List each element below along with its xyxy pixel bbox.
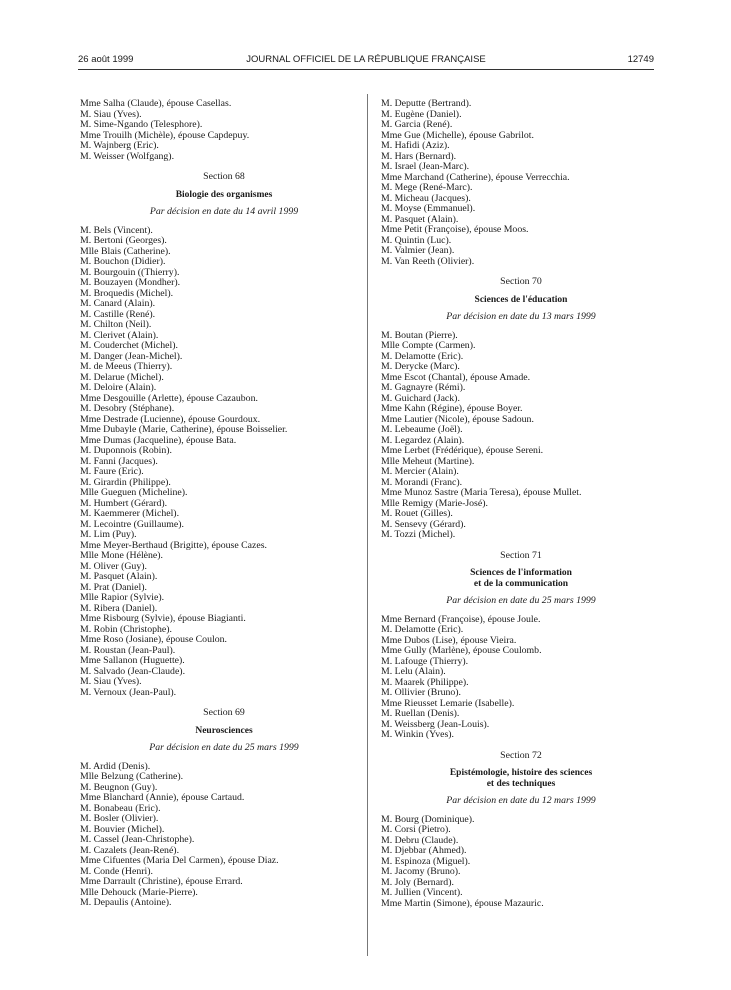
- list-item: M. Maarek (Philippe).: [381, 676, 469, 688]
- section-71-list: [381, 615, 661, 741]
- section-number: Section 72: [500, 749, 542, 761]
- section-title: [381, 568, 661, 589]
- list-item: M. Micheau (Jacques).: [381, 192, 471, 204]
- list-item: Mlle Compte (Carmen).: [381, 340, 476, 351]
- list-item: M. Tozzi (Michel).: [381, 529, 456, 540]
- section-title: Sciences de l'éducation: [474, 294, 568, 305]
- list-item: Mlle Blais (Catherine).: [80, 245, 171, 257]
- list-item: M. Cassel (Jean-Christophe).: [80, 834, 195, 845]
- list-item: M. Siau (Yves).: [80, 108, 142, 120]
- list-item: M. Siau (Yves).: [80, 676, 142, 687]
- section-72-heading: [381, 751, 661, 807]
- section-title-line: Sciences de l'information: [470, 568, 572, 578]
- list-item: M. Weissberg (Jean-Louis).: [381, 718, 490, 730]
- section-number: Section 69: [203, 707, 245, 718]
- right-column: [381, 99, 661, 909]
- journal-title: JOURNAL OFFICIEL DE LA RÉPUBLIQUE FRANÇAISE: [246, 54, 486, 65]
- list-item: Mme Roso (Josiane), épouse Coulon.: [80, 634, 227, 645]
- list-item: M. Joly (Bernard).: [381, 876, 454, 888]
- list-item: M. Duponnois (Robin).: [80, 445, 172, 456]
- list-item: Mlle Rapior (Sylvie).: [80, 592, 165, 603]
- list-item: M. Weisser (Wolfgang).: [80, 150, 175, 162]
- list-item: M. Quintin (Luc).: [381, 234, 452, 246]
- list-item: M. Legardez (Alain).: [381, 434, 465, 446]
- list-item: M. Jullien (Vincent).: [381, 887, 463, 898]
- section-70-heading: [381, 277, 661, 323]
- page-header: [78, 54, 654, 68]
- list-item: M. Mercier (Alain).: [381, 466, 459, 477]
- list-item: M. Bonabeau (Eric).: [80, 802, 161, 814]
- section-title-line: et des techniques: [486, 778, 556, 789]
- list-item: M. Canard (Alain).: [80, 298, 156, 309]
- list-item: M. Cazalets (Jean-René).: [80, 844, 180, 856]
- list-item: Mme Marchand (Catherine), épouse Verrecchia.: [381, 171, 570, 183]
- list-item: M. Danger (Jean-Michel).: [80, 350, 183, 362]
- left-column: [80, 99, 368, 909]
- list-item: M. Depaulis (Antoine).: [80, 897, 172, 908]
- list-item: Mme Escot (Chantal), épouse Amade.: [381, 371, 531, 383]
- list-item: M. Humbert (Gérard).: [80, 497, 168, 509]
- decision-date: Par décision en date du 12 mars 1999: [446, 795, 596, 806]
- list-item: M. Bosler (Olivier).: [80, 813, 159, 824]
- section-title: Neurosciences: [195, 725, 253, 736]
- list-item: M. Pasquet (Alain).: [80, 571, 158, 582]
- intro-list: [381, 99, 661, 267]
- list-item: Mme Dubayle (Marie, Catherine), épouse Boisselier.: [80, 424, 288, 435]
- list-item: M. Jacomy (Bruno).: [381, 866, 461, 877]
- list-item: M. Hars (Bernard).: [381, 150, 457, 162]
- list-item: M. Lebeaume (Joël).: [381, 424, 463, 435]
- list-item: M. Chilton (Neil).: [80, 319, 152, 330]
- list-item: M. Robin (Christophe).: [80, 623, 172, 635]
- list-item: M. Delarue (Michel).: [80, 371, 164, 383]
- list-item: Mlle Meheut (Martine).: [381, 455, 475, 467]
- list-item: Mme Gue (Michelle), épouse Gabrilot.: [381, 129, 534, 141]
- list-item: M. Bertoni (Georges).: [80, 235, 167, 246]
- list-item: M. Girardin (Philippe).: [80, 476, 171, 488]
- list-item: M. Rouet (Gilles).: [381, 508, 453, 519]
- list-item: M. Bouchon (Didier).: [80, 256, 166, 267]
- list-item: Mlle Dehouck (Marie-Pierre).: [80, 886, 198, 898]
- section-number: Section 68: [203, 171, 245, 182]
- list-item: M. Bels (Vincent).: [80, 224, 153, 236]
- list-item: M. Delamotte (Eric).: [381, 624, 464, 635]
- list-item: M. Moyse (Emmanuel).: [381, 203, 476, 214]
- section-71-heading: [381, 551, 661, 607]
- list-item: M. Fanni (Jacques).: [80, 455, 158, 467]
- section-title: [381, 768, 661, 789]
- list-item: M. Vernoux (Jean-Paul).: [80, 686, 177, 698]
- list-item: M. Bouvier (Michel).: [80, 823, 165, 835]
- list-item: M. Bourg (Dominique).: [381, 813, 475, 825]
- decision-date: Par décision en date du 25 mars 1999: [446, 595, 596, 606]
- list-item: M. Lecointre (Guillaume).: [80, 518, 184, 530]
- decision-date: Par décision en date du 25 mars 1999: [149, 742, 299, 753]
- list-item: Mme Meyer-Berthaud (Brigitte), épouse Cazes.: [80, 539, 267, 551]
- list-item: M. Pasquet (Alain).: [381, 213, 459, 225]
- publication-date: 26 août 1999: [78, 54, 134, 65]
- list-item: M. Lelu (Alain).: [381, 666, 446, 677]
- list-item: M. Castille (René).: [80, 308, 156, 320]
- list-item: M. Ribera (Daniel).: [80, 602, 158, 614]
- list-item: M. Corsi (Pietro).: [381, 824, 451, 835]
- list-item: M. Kaemmerer (Michel).: [80, 508, 180, 519]
- page-number: 12749: [627, 54, 654, 65]
- list-item: M. Wajnberg (Eric).: [80, 140, 159, 151]
- list-item: Mme Martin (Simone), épouse Mazauric.: [381, 897, 544, 909]
- list-item: M. Ruellan (Denis).: [381, 708, 460, 719]
- list-item: M. Sensevy (Gérard).: [381, 518, 466, 530]
- list-item: M. Lafouge (Thierry).: [381, 655, 469, 667]
- list-item: Mme Petit (Françoise), épouse Moos.: [381, 224, 529, 235]
- list-item: M. Gagnayre (Rémi).: [381, 382, 466, 393]
- list-item: M. Valmier (Jean).: [381, 245, 455, 256]
- list-item: Mme Salha (Claude), épouse Casellas.: [80, 98, 232, 109]
- list-item: M. Espinoza (Miguel).: [381, 855, 471, 867]
- list-item: M. Garcia (René).: [381, 119, 453, 130]
- list-item: M. Sime-Ngando (Telesphore).: [80, 119, 203, 130]
- header-rule: [78, 69, 654, 70]
- section-69-heading: [80, 708, 368, 754]
- list-item: M. Morandi (Franc).: [381, 476, 463, 488]
- section-title-line: et de la communication: [473, 578, 569, 589]
- list-item: Mme Trouilh (Michèle), épouse Capdepuy.: [80, 129, 250, 141]
- list-item: Mme Dumas (Jacqueline), épouse Bata.: [80, 434, 237, 446]
- list-item: Mlle Remigy (Marie-José).: [381, 497, 488, 509]
- decision-date: Par décision en date du 13 mars 1999: [446, 311, 596, 322]
- list-item: Mme Cifuentes (Maria Del Carmen), épouse Diaz.: [80, 855, 279, 866]
- list-item: Mme Kahn (Régine), épouse Boyer.: [381, 403, 523, 414]
- list-item: M. Lim (Puy).: [80, 529, 137, 540]
- list-item: Mme Bernard (Françoise), épouse Joule.: [381, 613, 541, 625]
- list-item: M. Delamotte (Eric).: [381, 350, 464, 362]
- decision-date: Par décision en date du 14 avril 1999: [149, 206, 299, 217]
- list-item: Mme Lerbet (Frédérique), épouse Sereni.: [381, 445, 544, 456]
- list-item: M. Prat (Daniel).: [80, 581, 147, 593]
- list-item: M. Couderchet (Michel).: [80, 340, 178, 351]
- list-item: M. Broquedis (Michel).: [80, 287, 174, 299]
- list-item: M. de Meeus (Thierry).: [80, 361, 173, 372]
- list-item: Mlle Belzung (Catherine).: [80, 771, 184, 782]
- list-item: Mme Rieusset Lemarie (Isabelle).: [381, 697, 515, 709]
- list-item: M. Mege (René-Marc).: [381, 182, 473, 193]
- section-number: Section 71: [500, 549, 542, 561]
- list-item: Mme Darrault (Christine), épouse Errard.: [80, 876, 243, 887]
- list-item: M. Roustan (Jean-Paul).: [80, 644, 176, 656]
- list-item: Mme Destrade (Lucienne), épouse Gourdoux.: [80, 413, 261, 425]
- list-item: M. Djebbar (Ahmed).: [381, 845, 467, 856]
- list-item: M. Deputte (Bertrand).: [381, 98, 472, 109]
- section-title: Biologie des organismes: [175, 189, 273, 200]
- list-item: M. Deloire (Alain).: [80, 382, 157, 393]
- section-title-line: Epistémologie, histoire des sciences: [449, 768, 593, 778]
- list-item: M. Bourgouin ((Thierry).: [80, 266, 180, 278]
- list-item: M. Guichard (Jack).: [381, 392, 460, 404]
- list-item: Mme Sallanon (Huguette).: [80, 655, 185, 666]
- section-68-list: [80, 226, 368, 699]
- section-68-heading: [80, 172, 368, 218]
- intro-list: [80, 99, 368, 162]
- list-item: Mme Dubos (Lise), épouse Vieira.: [381, 634, 517, 646]
- list-item: M. Faure (Eric).: [80, 466, 144, 477]
- list-item: Mme Gully (Marlène), épouse Coulomb.: [381, 645, 542, 656]
- list-item: M. Ardid (Denis).: [80, 760, 151, 772]
- list-item: M. Salvado (Jean-Claude).: [80, 665, 186, 677]
- list-item: M. Desobry (Stéphane).: [80, 403, 175, 414]
- list-item: M. Derycke (Marc).: [381, 361, 460, 372]
- section-69-list: [80, 762, 368, 909]
- list-item: M. Van Reeth (Olivier).: [381, 255, 475, 267]
- section-number: Section 70: [500, 276, 542, 287]
- list-item: Mme Risbourg (Sylvie), épouse Biagianti.: [80, 613, 246, 624]
- list-item: Mme Desgouille (Arlette), épouse Cazaubon.: [80, 392, 258, 404]
- list-item: M. Hafidi (Aziz).: [381, 140, 450, 151]
- list-item: M. Conde (Henri).: [80, 865, 153, 877]
- list-item: M. Beugnon (Guy).: [80, 781, 158, 793]
- list-item: M. Debru (Claude).: [381, 834, 459, 846]
- section-72-list: [381, 815, 661, 910]
- list-item: M. Clerivet (Alain).: [80, 329, 159, 341]
- list-item: M. Israel (Jean-Marc).: [381, 161, 470, 172]
- list-item: M. Oliver (Guy).: [80, 560, 147, 572]
- list-item: M. Winkin (Yves).: [381, 729, 455, 740]
- list-item: M. Bouzayen (Mondher).: [80, 277, 181, 288]
- list-item: Mme Lautier (Nicole), épouse Sadoun.: [381, 413, 534, 425]
- list-item: Mme Blanchard (Annie), épouse Cartaud.: [80, 792, 245, 803]
- list-item: M. Boutan (Pierre).: [381, 329, 458, 341]
- list-item: M. Ollivier (Bruno).: [381, 687, 461, 698]
- list-item: Mlle Mone (Hélène).: [80, 550, 163, 561]
- section-70-list: [381, 331, 661, 541]
- list-item: Mme Munoz Sastre (Maria Teresa), épouse Mullet.: [381, 487, 582, 498]
- list-item: Mlle Gueguen (Micheline).: [80, 487, 188, 498]
- list-item: M. Eugène (Daniel).: [381, 108, 462, 120]
